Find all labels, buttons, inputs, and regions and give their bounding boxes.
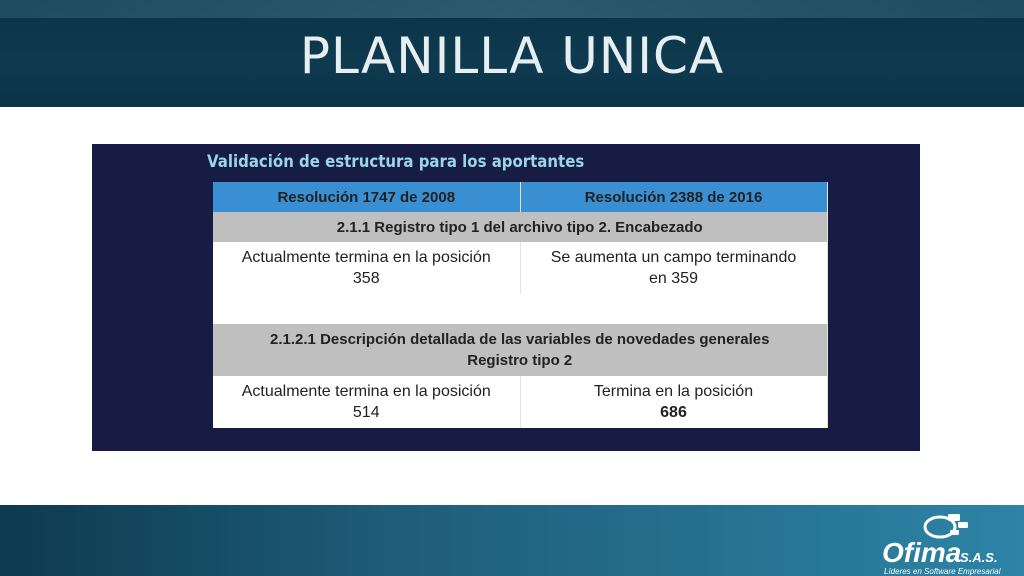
section-title-line: Registro tipo 2 bbox=[467, 352, 573, 369]
spacer-row bbox=[213, 294, 827, 324]
cell-2008-section2 bbox=[213, 376, 520, 428]
cell-text-line: Termina en la posición bbox=[593, 383, 754, 400]
logo-wordmark: Ofima bbox=[882, 537, 962, 568]
cell-text-line: Actualmente termina en la posición bbox=[241, 383, 491, 400]
section-title-2 bbox=[213, 324, 827, 376]
slide-title: PLANILLA UNICA bbox=[299, 27, 725, 85]
table-header-row bbox=[213, 182, 827, 212]
cell-2016-section1 bbox=[520, 242, 827, 294]
ofima-logo bbox=[880, 510, 1010, 574]
section-title-1: 2.1.1 Registro tipo 1 del archivo tipo 2. Encabezado bbox=[213, 212, 827, 242]
cell-text-line: Actualmente termina en la posición bbox=[241, 249, 491, 266]
comparison-table bbox=[213, 182, 828, 428]
ofima-logo-icon bbox=[920, 510, 972, 540]
logo-suffix: S.A.S. bbox=[960, 550, 998, 565]
cell-text-line: 686 bbox=[660, 404, 687, 421]
content-panel bbox=[92, 144, 920, 451]
table-row bbox=[213, 242, 827, 294]
cell-2016-section2 bbox=[520, 376, 827, 428]
cell-text-line: 358 bbox=[352, 270, 380, 287]
section-row-2 bbox=[213, 324, 827, 376]
section-row-1 bbox=[213, 212, 827, 242]
cell-2008-section1 bbox=[213, 242, 520, 294]
panel-title: Validación de estructura para los aportantes bbox=[207, 152, 585, 172]
logo-tagline: Líderes en Software Empresarial bbox=[884, 567, 1001, 576]
header-resolution-2008: Resolución 1747 de 2008 bbox=[213, 182, 520, 212]
header-resolution-2016: Resolución 2388 de 2016 bbox=[520, 182, 827, 212]
cell-text-line: 514 bbox=[352, 404, 380, 421]
cell-text-line: en 359 bbox=[649, 270, 698, 287]
table-row bbox=[213, 376, 827, 428]
section-title-line: 2.1.2.1 Descripción detallada de las variables de novedades generales bbox=[270, 331, 770, 348]
cell-text-line: Se aumenta un campo terminando bbox=[550, 249, 797, 266]
footer-bar bbox=[0, 505, 1024, 576]
